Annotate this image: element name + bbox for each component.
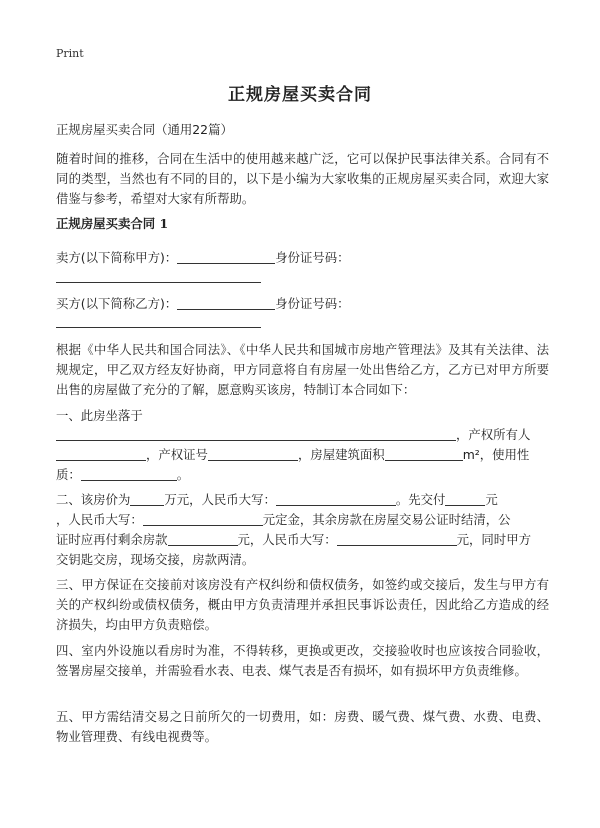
document-subtitle: 正规房屋买卖合同（通用22篇） <box>56 122 233 137</box>
seller-label: 卖方(以下简称甲方)： <box>56 250 178 265</box>
cert-label: ，产权证号 <box>146 447 208 462</box>
seller-name-field[interactable] <box>177 250 275 264</box>
remaining-terms: 元，同时甲方 <box>456 532 531 547</box>
owner-field[interactable] <box>56 447 146 461</box>
buyer-line <box>56 294 549 314</box>
house-location-field[interactable] <box>56 427 456 441</box>
price-field[interactable] <box>130 492 164 506</box>
clause-5-paragraph: 五、甲方需结清交易之日前所欠的一切费用，如：房费、暖气费、煤气费、水费、电费、物业管理费、有线电视费等。 <box>56 709 549 744</box>
print-label[interactable]: Print <box>56 47 84 60</box>
yuan-label: 元 <box>485 492 498 507</box>
page-title: 正规房屋买卖合同 <box>228 85 372 105</box>
remaining-words-field[interactable] <box>337 532 457 546</box>
buyer-name-field[interactable] <box>177 296 275 310</box>
use-label: 质： <box>56 467 81 482</box>
buyer-id-field[interactable] <box>56 327 261 328</box>
seller-id-label: 身份证号码： <box>275 250 350 265</box>
deposit-terms: 元定金，其余房款在房屋交易公证时结清，公 <box>262 512 511 527</box>
seller-id-field[interactable] <box>56 282 261 283</box>
price-label: 二、该房价为 <box>56 492 131 507</box>
use-field[interactable] <box>81 467 177 481</box>
clause-4-paragraph: 四、室内外设施以看房时为准，不得转移，更换或更改，交接验收时也应该按合同验收，签署房屋交接单，并需验看水表、电表、煤气表是否有损坏，如有损坏甲方负责维修。 <box>56 643 549 678</box>
deposit-words-field[interactable] <box>143 512 263 526</box>
remaining-words-label: 元，人民币大写： <box>237 532 337 547</box>
remaining-field[interactable] <box>168 532 238 546</box>
area-field[interactable] <box>385 447 463 461</box>
area-label: ，房屋建筑面积 <box>297 447 385 462</box>
cert-number-field[interactable] <box>208 447 298 461</box>
handover-text: 交钥匙交房，现场交接，房款两清。 <box>56 552 255 567</box>
intro-paragraph: 随着时间的推移，合同在生活中的使用越来越广泛，它可以保护民事法律关系。合同有不同的类型，当然也有不同的目的，以下是小编为大家收集的正规房屋买卖合同，欢迎大家借鉴与参考，希望对大家有所帮助。 <box>56 151 549 206</box>
clause-2-body <box>56 490 549 570</box>
section-heading: 正规房屋买卖合同 1 <box>56 216 169 231</box>
deposit-field[interactable] <box>445 492 485 506</box>
deposit-words-label: ，人民币大写： <box>56 512 143 527</box>
buyer-id-label: 身份证号码： <box>275 296 350 311</box>
basis-paragraph: 根据《中华人民共和国合同法》、《中华人民共和国城市房地产管理法》及其有关法律、法规规定，甲乙双方经友好协商，甲方同意将自有房屋一处出售给乙方，乙方已对甲方所要出售的房屋做了充分的了解，愿意购买该房，特制订本合同如下： <box>56 342 549 397</box>
ownership-label: ，产权所有人 <box>456 427 531 442</box>
period: 。 <box>176 467 190 482</box>
price-words-label: 万元，人民币大写： <box>164 492 276 507</box>
remaining-label: 证时应再付剩余房款 <box>56 532 168 547</box>
price-words-field[interactable] <box>276 492 396 506</box>
buyer-label: 买方(以下简称乙方)： <box>56 296 178 311</box>
seller-line <box>56 248 549 268</box>
clause-3-paragraph: 三、甲方保证在交接前对该房没有产权纠纷和债权债务，如签约或交接后，发生与甲方有关的产权纠纷或债权债务，概由甲方负责清理并承担民事诉讼责任，因此给乙方造成的经济损失，均由甲方负责赔偿。 <box>56 577 549 632</box>
deposit-label: 。先交付 <box>395 492 446 507</box>
clause-1-body <box>56 425 549 485</box>
clause-1-title: 一、此房坐落于 <box>56 408 143 423</box>
area-unit-label: m²，使用性 <box>462 447 530 462</box>
